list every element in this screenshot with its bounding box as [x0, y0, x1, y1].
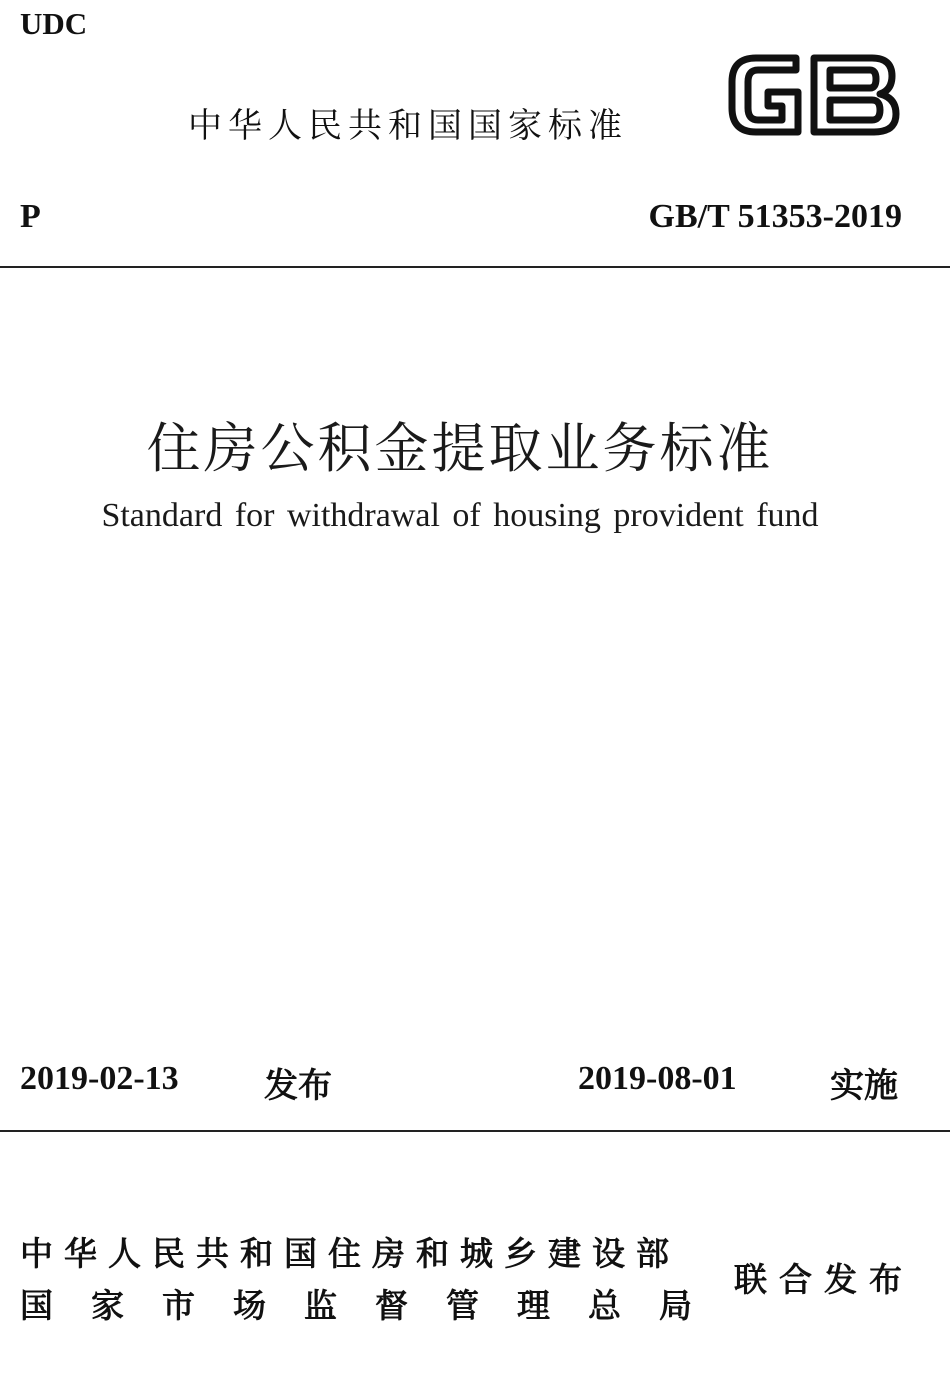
implementation-date: 2019-08-01 — [578, 1060, 737, 1097]
issuer-ministry: 中华人民共和国住房和城乡建设部 — [20, 1234, 680, 1273]
standard-number: GB/T 51353-2019 — [648, 198, 902, 235]
classification-code: P — [20, 198, 41, 235]
bottom-divider — [0, 1130, 950, 1132]
joint-issue-label: 联合发布 — [734, 1260, 914, 1299]
title-english: Standard for withdrawal of housing provident fund — [101, 497, 819, 534]
implementation-label: 实施 — [830, 1066, 898, 1106]
udc-label: UDC — [20, 6, 88, 41]
gb-logo-text: GB — [726, 50, 728, 51]
issuer-administration: 国家市场监督管理总局 — [20, 1286, 730, 1325]
national-standard-heading: 中华人民共和国国家标准 — [188, 106, 628, 146]
issue-label: 发布 — [264, 1066, 332, 1106]
issue-date: 2019-02-13 — [20, 1060, 179, 1097]
title-chinese: 住房公积金提取业务标准 — [146, 417, 774, 480]
top-divider — [0, 266, 950, 268]
gb-logo-icon — [726, 50, 902, 140]
